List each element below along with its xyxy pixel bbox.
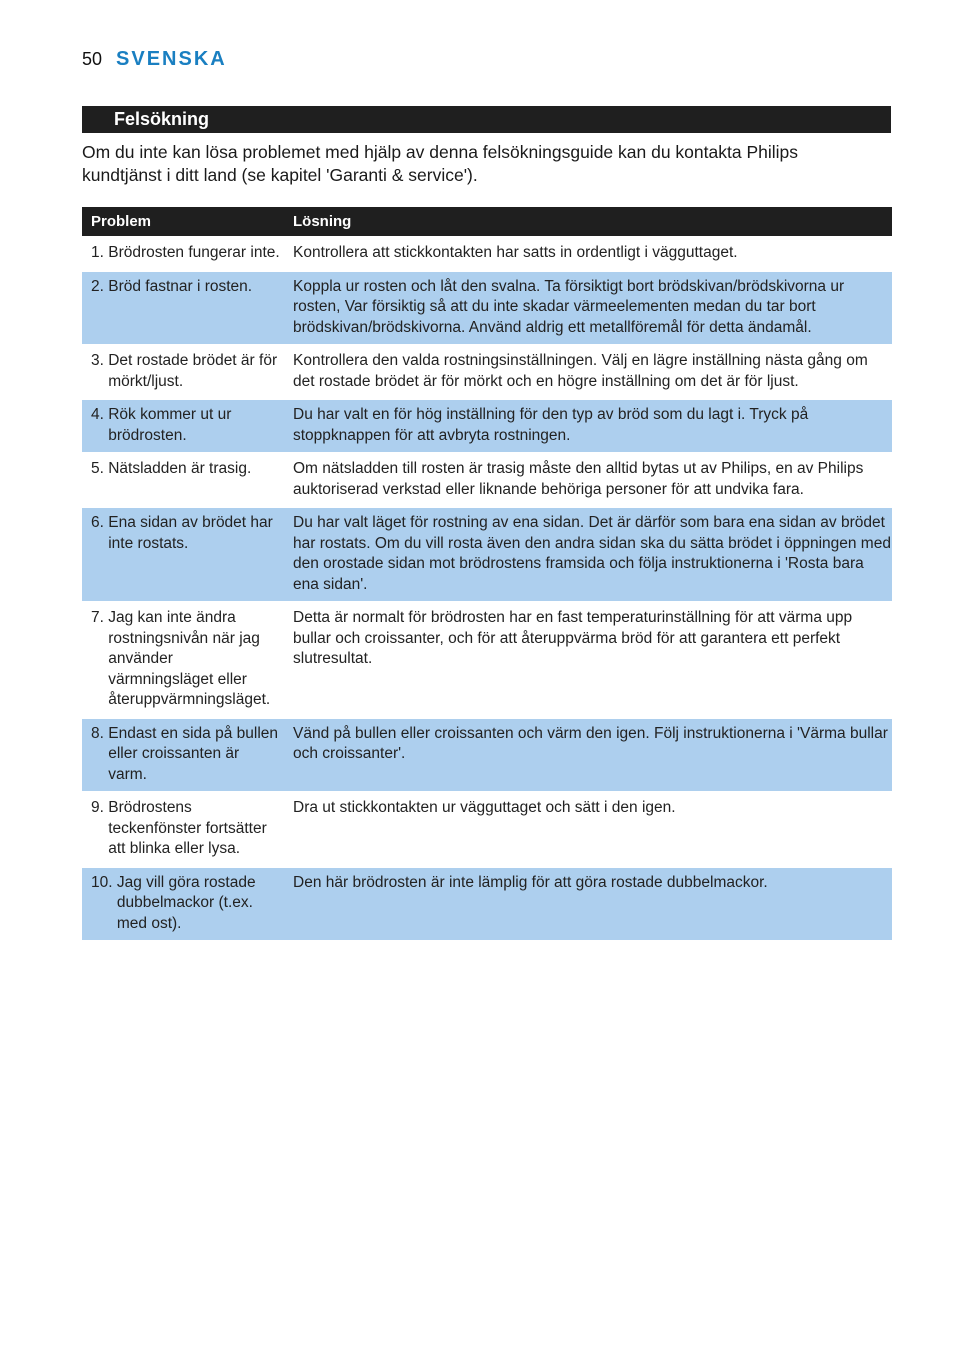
row-number: 2.: [91, 277, 109, 295]
problem-cell: [82, 603, 285, 717]
header-problem: Problem: [91, 213, 152, 230]
problem-cell: [82, 793, 285, 866]
table-row: [82, 452, 892, 506]
problem-cell: [82, 272, 285, 345]
problem-text: Brödrosten fungerar inte.: [108, 244, 280, 261]
row-number: 6.: [91, 514, 109, 531]
solution-cell: Kontrollera den valda rostningsinställningen. Välj en lägre inställning nästa gång om det rostade brödet är för mörkt och en högre inställning om det är för ljust.: [293, 352, 868, 390]
problem-text: Brödrostens teckenfönster fortsätter att blinka eller lysa.: [108, 799, 267, 857]
page-number: 50: [82, 49, 103, 69]
problem-text: Rök kommer ut ur brödrosten.: [108, 406, 232, 444]
problem-cell: [82, 238, 285, 270]
table-row: [82, 791, 892, 866]
row-number: 5.: [91, 460, 109, 477]
table-row: [82, 506, 892, 601]
solution-cell: Du har valt en för hög inställning för den typ av bröd som du lagt i. Tryck på stoppknappen för att avbryta rostningen.: [293, 406, 809, 444]
row-number: 1.: [91, 244, 109, 261]
table-row: [82, 398, 892, 452]
solution-cell: Den här brödrosten är inte lämplig för att göra rostade dubbelmackor.: [293, 873, 768, 891]
row-number: 9.: [91, 799, 109, 816]
language-title: SVENSKA: [116, 48, 227, 70]
problem-cell: [82, 454, 285, 506]
header-solution: Lösning: [293, 213, 352, 230]
problem-text: Endast en sida på bullen eller croissanten är varm.: [108, 724, 279, 783]
solution-cell: Du har valt läget för rostning av ena sidan. Det är därför som bara ena sidan av brödet har rostats. Om du vill rosta även den andra sidan ska du sätta brödet i öppningen med den orostade sidan mot brödrostens framsida och följa instruktionerna i 'Rosta bara ena sidan'.: [293, 514, 891, 593]
problem-cell: [82, 868, 285, 941]
troubleshooting-table: [82, 207, 892, 940]
problem-cell: [82, 346, 285, 398]
problem-text: Jag vill göra rostade dubbelmackor (t.ex. med ost).: [116, 873, 256, 932]
table-row: [82, 344, 892, 398]
problem-text: Nätsladden är trasig.: [108, 460, 252, 477]
problem-text: Det rostade brödet är för mörkt/ljust.: [108, 352, 278, 390]
row-number: 3.: [91, 352, 109, 369]
problem-text: Jag kan inte ändra rostningsnivån när jag använder värmningsläget eller återuppvärmningsläget.: [108, 609, 271, 708]
table-row: [82, 236, 892, 270]
problem-cell: [82, 400, 285, 452]
solution-cell: Dra ut stickkontakten ur vägguttaget och sätt i den igen.: [293, 799, 676, 816]
problem-cell: [82, 719, 285, 792]
row-number: 10.: [91, 873, 117, 891]
table-row: [82, 270, 892, 345]
table-row: [82, 866, 892, 941]
solution-cell: Koppla ur rosten och låt den svalna. Ta försiktigt bort brödskivan/brödskivorna ur rosten, Var försiktig så att du inte skadar värmeelementen medan du tar bort brödskivan/brödskivorna. Använd aldrig ett metallföremål för detta ändamål.: [293, 277, 845, 336]
section-title: Felsökning: [82, 106, 891, 133]
table-header: [82, 207, 892, 236]
solution-cell: Detta är normalt för brödrosten har en fast temperaturinställning för att värma upp bullar och croissanter, och för att återuppvärma bröd för att garantera ett perfekt slutresultat.: [293, 609, 853, 667]
solution-cell: Kontrollera att stickkontakten har satts in ordentligt i vägguttaget.: [293, 244, 738, 261]
problem-cell: [82, 508, 285, 601]
table-row: [82, 601, 892, 717]
page-header: [82, 48, 227, 74]
problem-text: Ena sidan av brödet har inte rostats.: [108, 514, 273, 552]
solution-cell: Om nätsladden till rosten är trasig måste den alltid bytas ut av Philips, en av Philips auktoriserad verkstad eller liknande behöriga personer för att undvika fara.: [293, 460, 864, 498]
solution-cell: Vänd på bullen eller croissanten och värm den igen. Följ instruktionerna i 'Värma bullar och croissanter'.: [293, 724, 888, 762]
row-number: 7.: [91, 609, 109, 626]
row-number: 8.: [91, 724, 109, 742]
table-row: [82, 717, 892, 792]
problem-text: Bröd fastnar i rosten.: [108, 277, 253, 295]
intro-paragraph: Om du inte kan lösa problemet med hjälp av denna felsökningsguide kan du kontakta Philips kundtjänst i ditt land (se kapitel 'Garanti & service').: [82, 142, 798, 185]
row-number: 4.: [91, 406, 109, 423]
